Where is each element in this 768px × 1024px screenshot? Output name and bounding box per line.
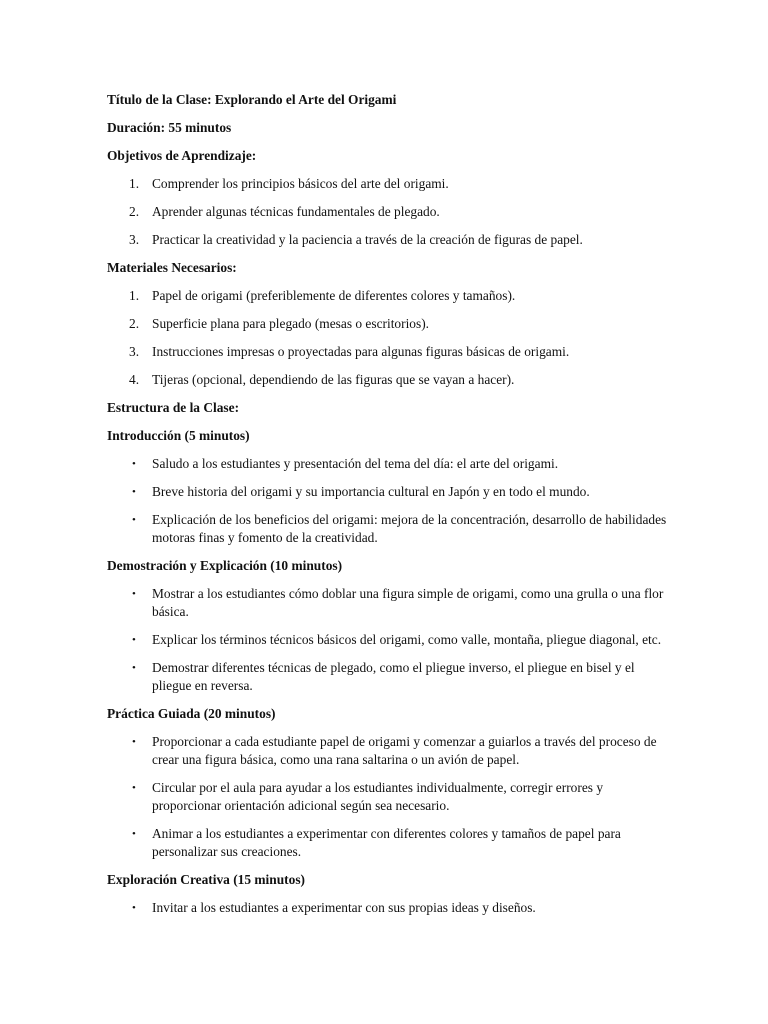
list-item-text: Invitar a los estudiantes a experimentar con sus propias ideas y diseños. [152,900,536,915]
list-number: 4. [129,372,140,387]
structure-heading: Estructura de la Clase: [107,400,240,415]
list-item-text: Demostrar diferentes técnicas de plegado, como el pliegue inverso, el pliegue en bisel y el pliegue en reversa. [152,660,635,693]
objectives-heading: Objetivos de Aprendizaje: [107,148,257,163]
list-number: 2. [129,316,140,331]
list-item [107,175,667,193]
list-item-text: Practicar la creatividad y la paciencia a través de la creación de figuras de papel. [152,232,583,247]
list-item [107,733,667,769]
bullet-icon: • [132,514,136,526]
list-item [107,455,667,473]
introduction-list [107,455,667,547]
list-item-text: Papel de origami (preferiblemente de diferentes colores y tamaños). [152,288,516,303]
list-item-text: Breve historia del origami y su importancia cultural en Japón y en todo el mundo. [152,484,590,499]
list-item-text: Instrucciones impresas o proyectadas para algunas figuras básicas de origami. [152,344,570,359]
list-item-text: Comprender los principios básicos del arte del origami. [152,176,449,191]
list-item [107,585,667,621]
objectives-list [107,175,667,249]
list-item-text: Tijeras (opcional, dependiendo de las figuras que se vayan a hacer). [152,372,515,387]
list-number: 1. [129,176,140,191]
guided-practice-heading: Práctica Guiada (20 minutos) [107,706,276,721]
list-number: 2. [129,204,140,219]
list-item-text: Saludo a los estudiantes y presentación del tema del día: el arte del origami. [152,456,559,471]
list-item-text: Explicar los términos técnicos básicos del origami, como valle, montaña, pliegue diagonal, etc. [152,632,662,647]
creative-exploration-heading: Exploración Creativa (15 minutos) [107,872,306,887]
list-item [107,483,667,501]
bullet-icon: • [132,486,136,498]
introduction-heading: Introducción (5 minutos) [107,428,250,443]
bullet-icon: • [132,902,136,914]
bullet-icon: • [132,782,136,794]
list-item [107,899,667,917]
bullet-icon: • [132,458,136,470]
creative-exploration-list [107,899,667,917]
list-item [107,315,667,333]
class-duration: Duración: 55 minutos [107,120,232,135]
list-number: 3. [129,232,140,247]
list-number: 1. [129,288,140,303]
list-item-text: Circular por el aula para ayudar a los estudiantes individualmente, corregir errores y proporcionar orientación adicional según sea necesario. [152,780,604,813]
list-item-text: Animar a los estudiantes a experimentar con diferentes colores y tamaños de papel para personalizar sus creaciones. [152,826,621,859]
list-item [107,287,667,305]
list-item-text: Proporcionar a cada estudiante papel de origami y comenzar a guiarlos a través del proceso de crear una figura básica, como una rana saltarina o un avión de papel. [152,734,657,767]
list-item [107,779,667,815]
list-item [107,371,667,389]
guided-practice-list [107,733,667,861]
bullet-icon: • [132,736,136,748]
list-item-text: Explicación de los beneficios del origami: mejora de la concentración, desarrollo de habilidades motoras finas y fomento de la creatividad. [152,512,667,545]
list-item-text: Superficie plana para plegado (mesas o escritorios). [152,316,430,331]
list-item-text: Aprender algunas técnicas fundamentales de plegado. [152,204,440,219]
list-item [107,343,667,361]
list-number: 3. [129,344,140,359]
class-title: Título de la Clase: Explorando el Arte del Origami [107,92,397,107]
materials-list [107,287,667,389]
document-body [107,91,667,927]
bullet-icon: • [132,828,136,840]
bullet-icon: • [132,662,136,674]
list-item [107,203,667,221]
bullet-icon: • [132,634,136,646]
materials-heading: Materiales Necesarios: [107,260,237,275]
demonstration-list [107,585,667,695]
list-item [107,631,667,649]
list-item-text: Mostrar a los estudiantes cómo doblar una figura simple de origami, como una grulla o una flor básica. [152,586,664,619]
demonstration-heading: Demostración y Explicación (10 minutos) [107,558,343,573]
list-item [107,511,667,547]
list-item [107,825,667,861]
bullet-icon: • [132,588,136,600]
list-item [107,231,667,249]
list-item [107,659,667,695]
